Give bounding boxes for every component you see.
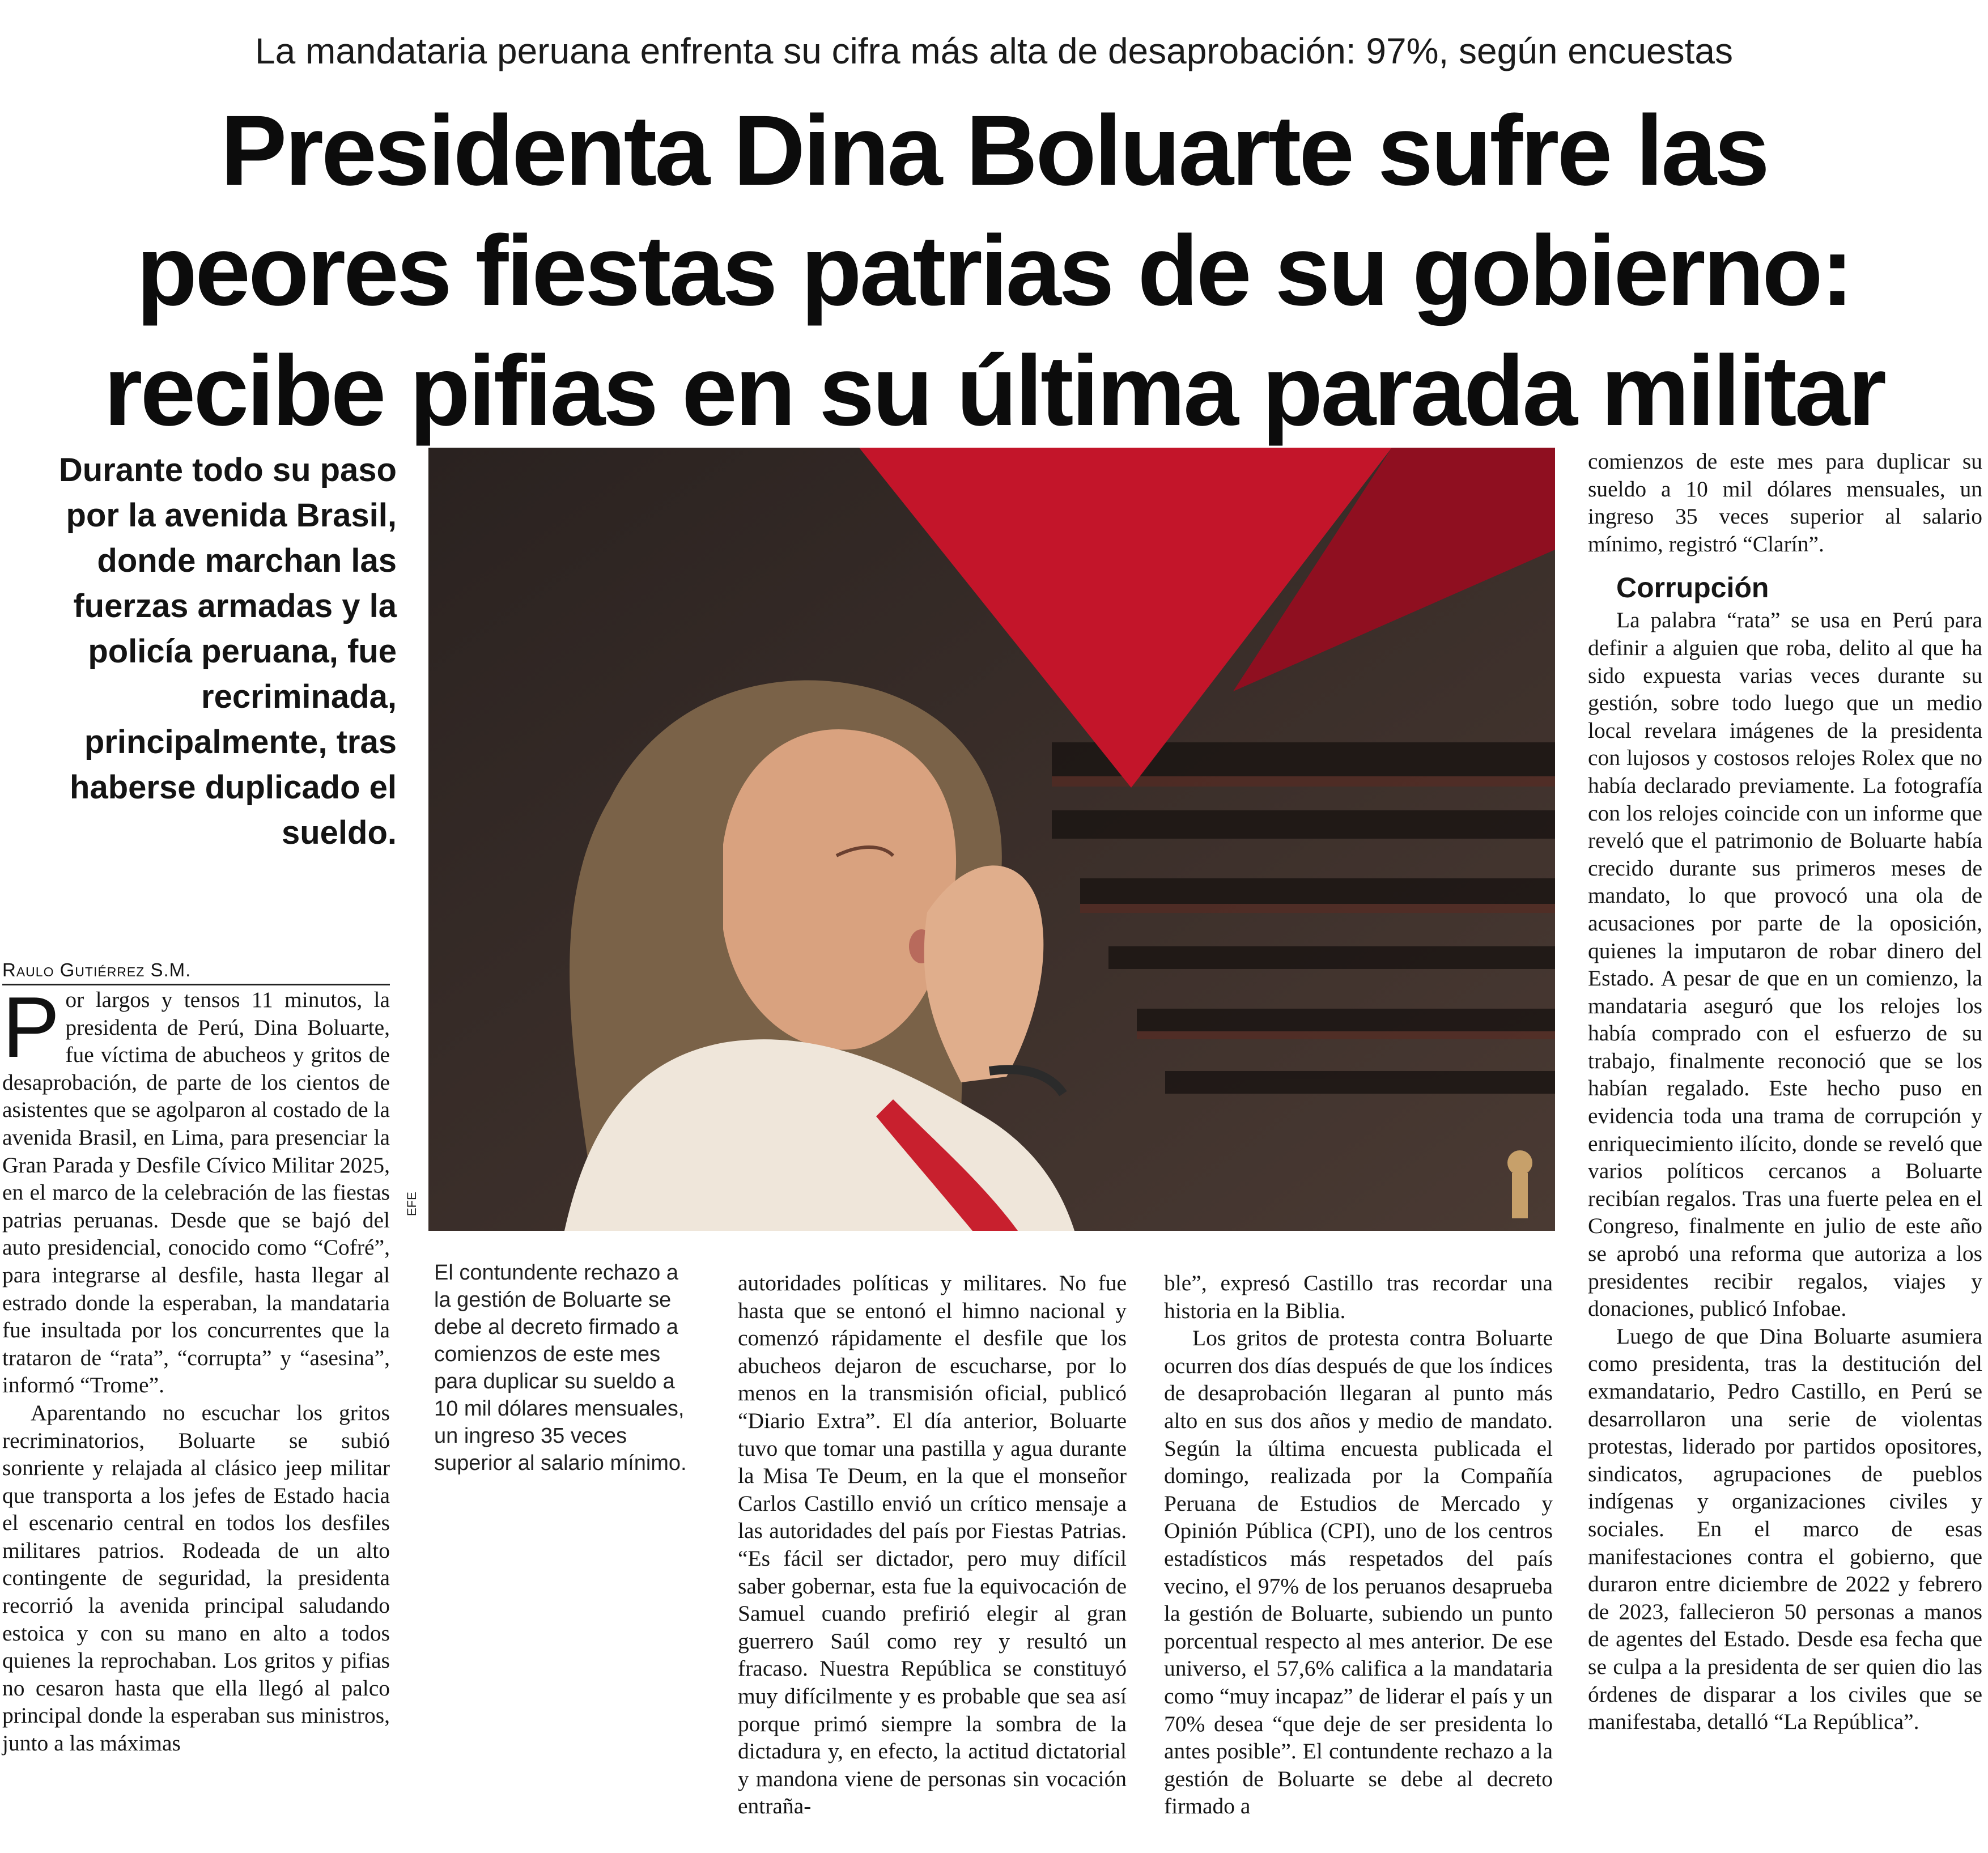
column-5	[1588, 448, 1982, 1736]
author-byline: Raulo Gutiérrez S.M.	[2, 959, 390, 985]
section-subhead: Corrupción	[1616, 572, 1769, 604]
photo-illustration	[428, 448, 1555, 1231]
paragraph-6: comienzos de este mes para duplicar su sueldo a 10 mil dólares mensuales, un ingreso 35 veces superior al salario mínimo, registró “Clarín”.	[1588, 449, 1982, 556]
article-deck: Durante todo su paso por la avenida Brasil, donde marchan las fuerzas armadas y la policía peruana, fue recriminada, principalmente, tras haberse duplicado el sueldo.	[58, 452, 397, 851]
paragraph-1-text: or largos y tensos 11 minutos, la presidenta de Perú, Dina Boluarte, fue víctima de abucheos y gritos de desaprobación, de parte de los cientos de asistentes que se agolparon al costado de la avenida Brasil, en Lima, para presenciar la Gran Parada y Desfile Cívico Militar 2025, en el marco de la celebración de las fiestas patrias peruanas. Desde que se bajó del auto presidencial, conocido como “Cofré”, para integrarse al desfile, hasta llegar al estrado donde la esperaban, la mandataria fue insultada por los concurrentes que la trataron de “rata”, “corrupta” y “asesina”, informó “Trome”.	[2, 987, 390, 1398]
paragraph-7: La palabra “rata” se usa en Perú para definir a alguien que roba, delito al que ha sido expuesta varias veces durante su gestión, sobre todo luego que un medio local revelara imágenes de la presidenta con lujosos y costosos relojes Rolex que no había declarado previamente. La fotografía con los relojes coincide con un informe que reveló que el patrimonio de Boluarte había crecido durante sus primeros meses de mandato, lo que provocó una ola de acusaciones por parte de la oposición, quienes la imputaron de robar dinero del Estado. A pesar de que en un comienzo, la mandataria aseguró que los relojes los había comprado con el esfuerzo de su trabajo, finalmente reconoció que se los habían regalado. Este hecho puso en evidencia toda una trama de corrupción y enriquecimiento ilícito, donde se reveló que varios políticos cercanos a Boluarte recibían regalos. Tras una fuerte pelea en el Congreso, finalmente en julio de este año se aprobó una reforma que autoriza a los presidentes recibir regalos, viajes y donaciones, publicó Infobae.	[1588, 607, 1982, 1321]
paragraph-2: Aparentando no escuchar los gritos recriminatorios, Boluarte se subió sonriente y relajada al clásico jeep militar que transporta a los jefes de Estado hacia el escenario central en todos los desfiles militares patrios. Rodeada de un alto contingente de seguridad, la presidenta recorrió la avenida principal saludando estoica y con su mano en alto a todos quienes la reprochaban. Los gritos y pifias no cesaron hasta que ella llegó al palco principal donde la esperaban sus ministros, junto a las máximas	[2, 1400, 390, 1756]
president-photo	[428, 448, 1555, 1231]
paragraph-4: ble”, expresó Castillo tras recordar una historia en la Biblia.	[1164, 1270, 1553, 1323]
paragraph-3: autoridades políticas y militares. No fue hasta que se entonó el himno nacional y comenzó rápidamente el desfile que los abucheos dejaron de escucharse, por lo menos en la transmisión oficial, publicó “Diario Extra”. El día anterior, Boluarte tuvo que tomar una pastilla y agua durante la Misa Te Deum, en la que el monseñor Carlos Castillo envió un crítico mensaje a las autoridades del país por Fiestas Patrias. “Es fácil ser dictador, pero muy difícil saber gobernar, esta fue la equivocación de Samuel cuando prefirió elegir al gran guerrero Saúl como rey y resultó un fracaso. Nuestra República se constituyó muy difícilmente y es probable que sea así porque primó siempre la sombra de la dictadura y, en efecto, la actitud dictatorial y mandona viene de personas sin vocación entraña-	[738, 1270, 1127, 1819]
photo-caption: El contundente rechazo a la gestión de Boluarte se debe al decreto firmado a comienzos de este mes para duplicar su sueldo a 10 mil dólares mensuales, un ingreso 35 veces superior al salario mínimo.	[434, 1261, 687, 1475]
column-3	[738, 1269, 1127, 1820]
dropcap: P	[2, 979, 60, 1076]
column-1	[2, 979, 390, 1757]
article-kicker: La mandataria peruana enfrenta su cifra más alta de desaprobación: 97%, según encuestas	[255, 31, 1733, 71]
paragraph-8: Luego de que Dina Boluarte asumiera como presidenta, tras la destitución del exmandatario, Pedro Castillo, en Perú se desarrollaron una serie de violentas protestas, liderado por partidos opositores, sindicatos, agrupaciones de pueblos indígenas y organizaciones civiles y sociales. En el marco de esas manifestaciones contra el gobierno, que duraron entre diciembre de 2022 y febrero de 2023, fallecieron 50 personas a manos de agentes del Estado. Desde esa fecha que se culpa a la presidenta de ser quien dio las órdenes de disparar a los civiles que se manifestaba, detalló “La República”.	[1588, 1323, 1982, 1735]
paragraph-5: Los gritos de protesta contra Boluarte ocurren dos días después de que los índices de desaprobación llegaran al punto más alto en sus dos años y medio de mandato. Según la última encuesta publicada el domingo, realizada por la Compañía Peruana de Estudios de Mercado y Opinión Pública (CPI), uno de los centros estadísticos más respetados del país vecino, el 97% de los peruanos desaprueba la gestión de Boluarte, subiendo un punto porcentual respecto al mes anterior. De ese universo, el 57,6% califica a la mandataria como “muy incapaz” de liderar el país y un 70% desea “que deje de ser presidenta lo antes posible”. El contundente rechazo a la gestión de Boluarte se debe al decreto firmado a	[1164, 1325, 1553, 1819]
paragraph-1	[2, 979, 390, 1399]
article-headline: Presidenta Dina Boluarte sufre las peores fiestas patrias de su gobierno: recibe pifias en su última parada militar	[103, 95, 1884, 447]
column-4	[1164, 1269, 1553, 1820]
photo-credit: EFE	[405, 1192, 419, 1217]
